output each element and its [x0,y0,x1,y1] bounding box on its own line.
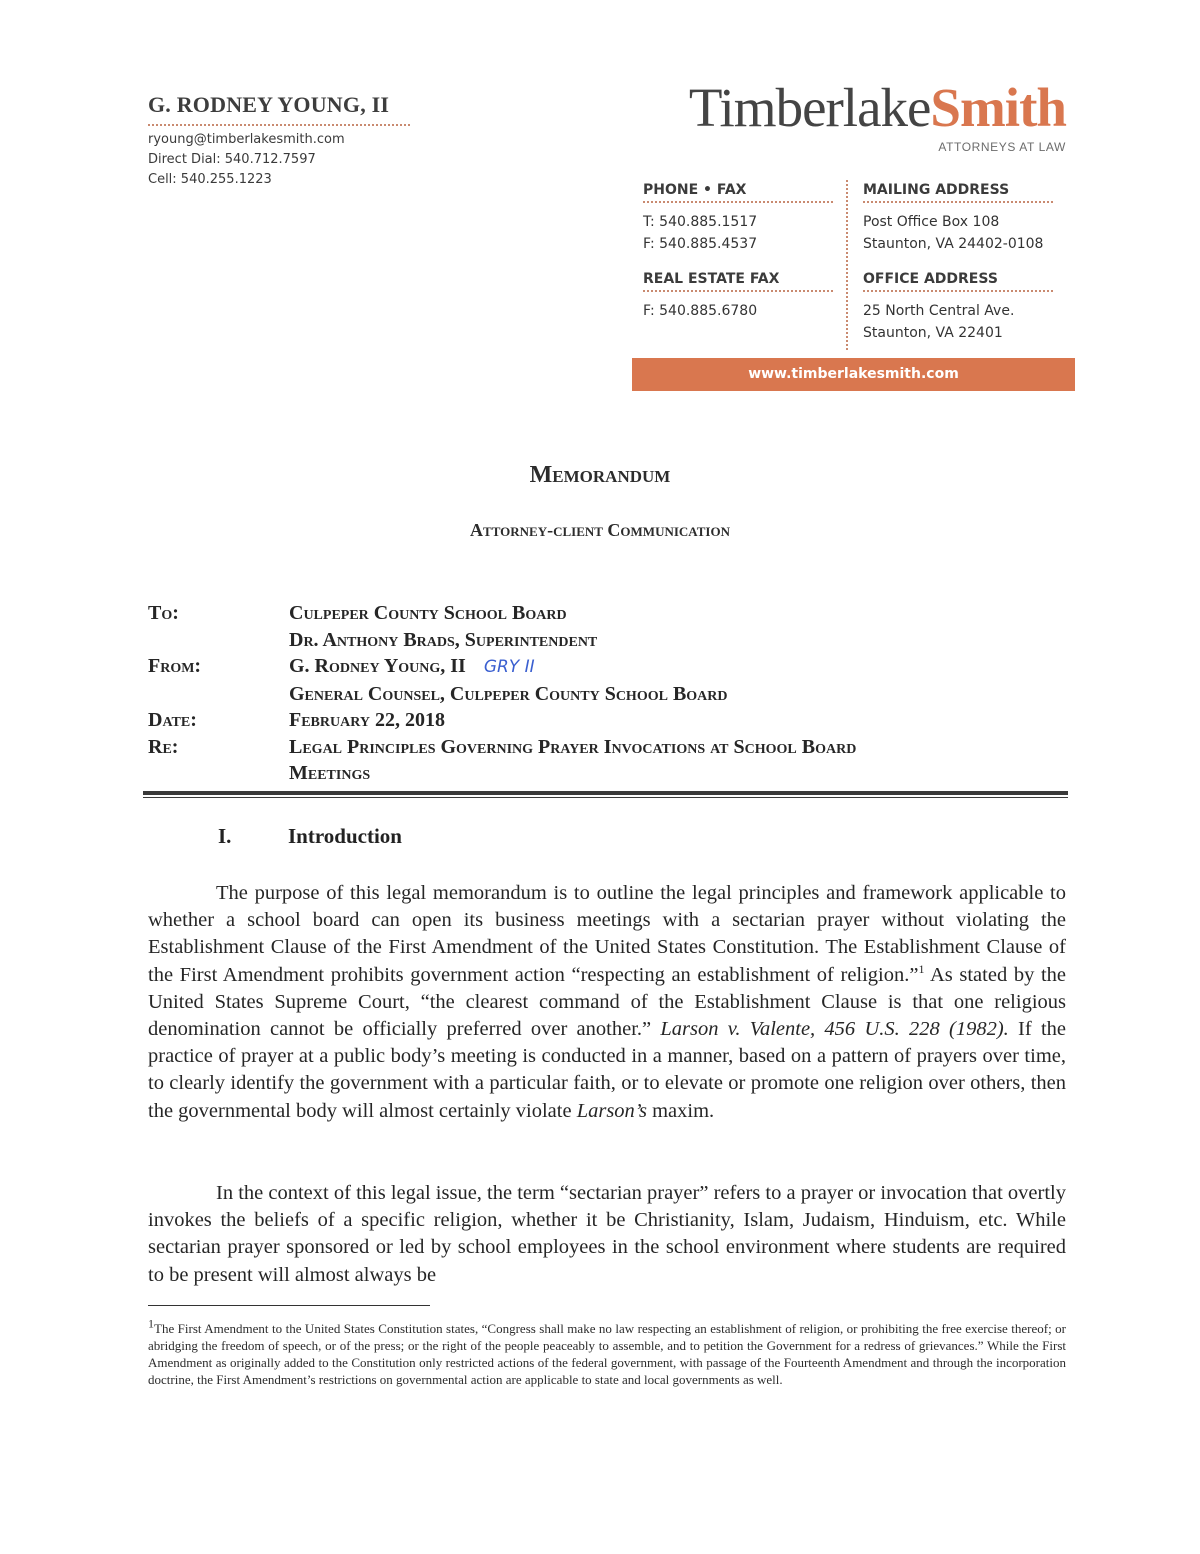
contact-right-column [863,182,1053,344]
real-estate-fax-heading: REAL ESTATE FAX [643,271,833,292]
contact-left-column [643,182,833,322]
sender-direct-dial: Direct Dial: 540.712.7597 [148,152,316,167]
memo-title: Memorandum [529,462,671,488]
phone-fax-heading: PHONE • FAX [643,182,833,203]
to-row-2 [148,627,1066,654]
p1-text-a: The purpose of this legal memorandum is to outline the legal principles and framework applicable to whether a school board can open its business meetings with a sectarian prayer without violating the Establishment Clause of the First Amendment of the United States Constitution. The Establishment Clause of the First Amendment prohibits government action “respecting an establishment of religion.” [148,882,1066,986]
sender-name: G. RODNEY YOUNG, II [148,92,390,117]
header-rule-thin [143,797,1068,798]
re-subject-line1: Legal Principles Governing Prayer Invocations at School Board [289,735,857,758]
sender-divider [148,124,410,126]
p1-text-b: As stated by the United States Supreme Court, “the clearest command of the Establishment Clause is that one religious denomination cannot be officially preferred over another.” [148,963,1066,1041]
office-address-heading: OFFICE ADDRESS [863,271,1053,292]
case-citation-short: Larson’s [576,1099,647,1122]
body-paragraph-2: In the context of this legal issue, the term “sectarian prayer” refers to a prayer or invocation that overtly invokes the beliefs of a specific religion, whether it be Christianity, Islam, Judaism, Hinduism, etc. While sectarian prayer sponsored or led by school employees in the school environment where students are required to be present will almost always be [148,1182,1066,1286]
office-address-line2: Staunton, VA 22401 [863,325,1003,341]
footnote [148,1316,1066,1388]
memo-date: February 22, 2018 [289,709,445,731]
to-recipient-2: Dr. Anthony Brads, Superintendent [289,628,598,651]
header-rule-thick [143,791,1068,795]
re-row [148,734,1066,761]
to-label: To: [148,602,179,624]
real-estate-fax-number: F: 540.885.6780 [643,303,758,319]
date-row [148,707,1066,734]
mailing-address-heading: MAILING ADDRESS [863,182,1053,203]
p1-text-d: maxim. [646,1099,715,1122]
website-bar: www.timberlakesmith.com [632,358,1075,391]
section-heading [218,824,402,849]
from-label: From: [148,655,202,677]
logo-part-timberlake: Timberlake [688,77,931,138]
from-row [148,653,1066,681]
to-row [148,600,1066,627]
footnote-separator [148,1305,430,1306]
from-title: General Counsel, Culpeper County School Board [289,682,728,705]
logo-part-smith: Smith [930,77,1066,138]
handwritten-initials: GRY II [483,657,535,677]
p1-text-c: If the practice of prayer at a public body’s meeting is conducted in a manner, based on a pattern of prayers over time, to clearly identify the government with a particular faith, or to elevate or promote one religion over others, then the governmental body will almost certainly violate [148,1018,1067,1122]
memo-header-table [148,600,1066,787]
section-title: Introduction [288,824,402,848]
body-paragraph-1 [148,880,1066,1125]
date-label: Date: [148,709,197,731]
section-number: I. [218,824,232,848]
mailing-address-line1: Post Office Box 108 [863,214,1000,230]
footnote-text: The First Amendment to the United States Constitution states, “Congress shall make no law respecting an establishment of religion, or prohibiting the free exercise thereof; or abridging the freedom of speech, or of the press; or the right of the people peaceably to assemble, and to petition the Government for a redress of grievances.” While the First Amendment as originally added to the Constitution only restricted actions of the federal government, with passage of the Fourteenth Amendment and through the incorporation doctrine, the First Amendment’s restrictions on governmental action are applicable to state and local governments as well. [148,1321,1066,1387]
re-label: Re: [148,735,179,758]
from-name: G. Rodney Young, II [289,655,466,677]
contact-column-divider [846,180,848,350]
footnote-reference: 1 [918,961,925,976]
sender-email: ryoung@timberlakesmith.com [148,132,345,147]
from-row-2 [148,681,1066,708]
sender-block [148,92,410,190]
phone-number: T: 540.885.1517 [643,214,758,230]
firm-logo-text [640,78,1066,138]
to-recipient-1: Culpeper County School Board [289,602,567,624]
re-subject-line2: Meetings [289,762,371,784]
re-row-2 [148,760,1066,787]
memo-subtitle: Attorney-client Communication [470,520,730,540]
case-citation: Larson v. Valente, 456 U.S. 228 (1982). [660,1018,1009,1041]
mailing-address-line2: Staunton, VA 24402-0108 [863,236,1044,252]
firm-tagline: ATTORNEYS AT LAW [938,140,1066,154]
footnote-mark: 1 [148,1316,154,1331]
firm-logo [640,78,1066,154]
office-address-line1: 25 North Central Ave. [863,303,1015,319]
fax-number: F: 540.885.4537 [643,236,758,252]
sender-cell: Cell: 540.255.1223 [148,172,272,187]
